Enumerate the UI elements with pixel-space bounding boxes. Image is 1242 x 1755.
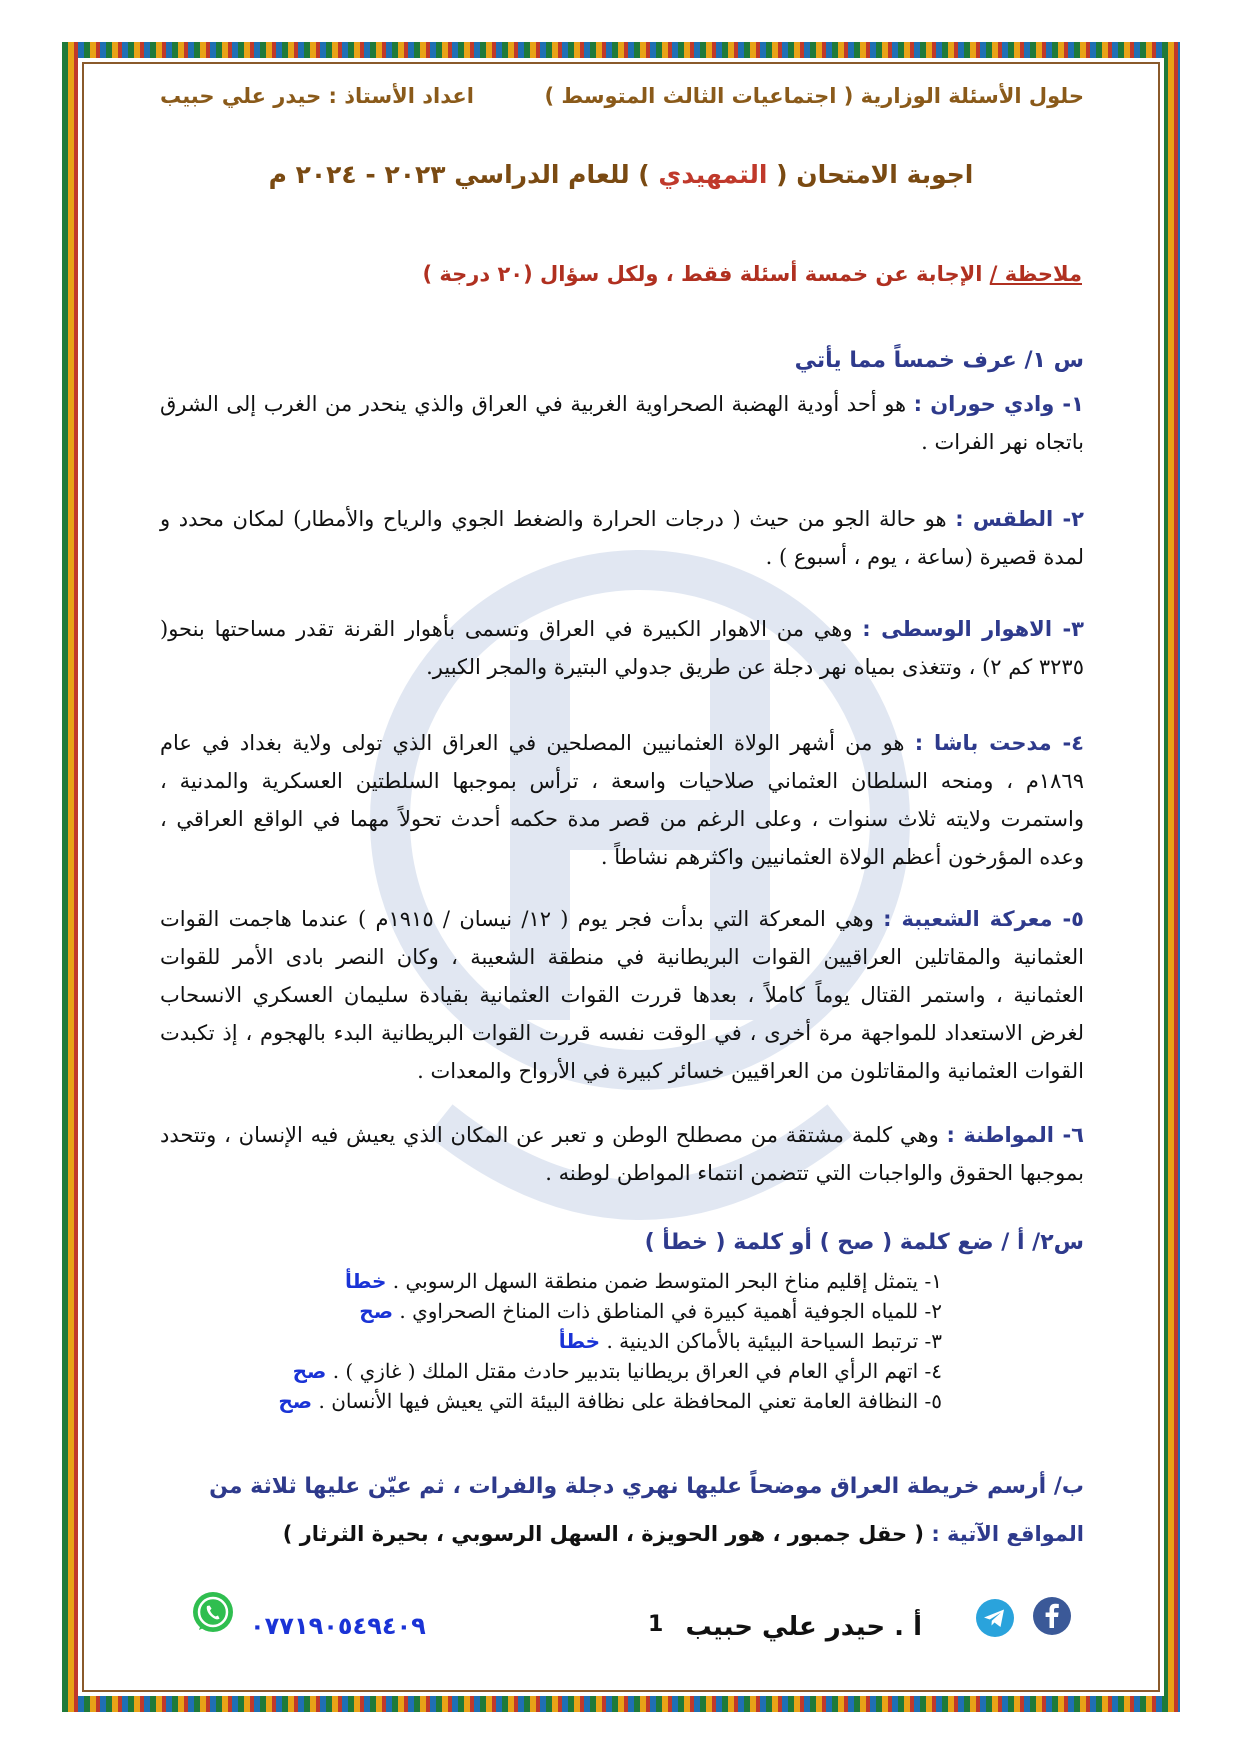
page-title	[0, 160, 1242, 189]
title-part1: اجوبة الامتحان (	[776, 160, 974, 189]
definition-item	[160, 724, 1084, 876]
title-part2: ) للعام الدراسي ٢٠٢٣ - ٢٠٢٤ م	[268, 160, 650, 189]
facebook-icon[interactable]	[1032, 1596, 1072, 1636]
note	[423, 262, 1083, 286]
note-label: ملاحظة /	[989, 262, 1082, 286]
question-2b-label: المواقع الآتية :	[931, 1522, 1084, 1546]
definition-text: هو من أشهر الولاة العثمانيين المصلحين في العراق الذي تولى ولاية بغداد في عام ١٨٦٩م ، ومنحه السلطان العثماني صلاحيات واسعة ، ترأس بموجبها السلطتين العسكرية والمدنية ، واستمرت ولايته ثلاث سنوات ، وعلى الرغم من قصر مدة حكمه أحدث تحولاً مهما في الواقع العراقي ، وعده المؤرخون أعظم الولاة العثمانيين واكثرهم نشاطاً .	[160, 731, 1084, 869]
definition-text: وهي كلمة مشتقة من مصطلح الوطن و تعبر عن المكان الذي يعيش فيه الإنسان ، وتتحدد بموجبها الحقوق والواجبات التي تتضمن انتماء المواطن لوطنه .	[160, 1123, 1084, 1185]
title-accent: التمهيدي	[649, 160, 777, 189]
question-2b-text: ( حقل جمبور ، هور الحويزة ، السهل الرسوبي ، بحيرة الثرثار )	[282, 1522, 932, 1546]
definition-term: ٦- المواطنة :	[946, 1123, 1084, 1147]
true-false-answer: صح	[292, 1359, 327, 1383]
definition-item	[160, 900, 1084, 1090]
true-false-text: ٤- اتهم الرأي العام في العراق بريطانيا بتدبير حادث مقتل الملك ( غازي ) .	[332, 1359, 942, 1383]
definition-term: ٤- مدحت باشا :	[914, 731, 1084, 755]
true-false-item	[160, 1296, 942, 1326]
true-false-text: ١- يتمثل إقليم مناخ البحر المتوسط ضمن منطقة السهل الرسوبي .	[392, 1269, 942, 1293]
whatsapp-icon[interactable]	[190, 1590, 236, 1636]
true-false-text: ٣- ترتبط السياحة البيئية بالأماكن الدينية .	[606, 1329, 942, 1353]
header-author: اعداد الأستاذ : حيدر علي حبيب	[160, 84, 474, 108]
true-false-item	[160, 1386, 942, 1416]
header-title: حلول الأسئلة الوزارية ( اجتماعيات الثالث المتوسط )	[544, 84, 1084, 108]
definition-item	[160, 610, 1084, 686]
page-number: 1	[648, 1612, 664, 1637]
note-text: الإجابة عن خمسة أسئلة فقط ، ولكل سؤال (٢٠ درجة )	[422, 262, 990, 286]
true-false-item	[160, 1326, 942, 1356]
definition-text: هو حالة الجو من حيث ( درجات الحرارة والضغط الجوي والرياح والأمطار) لمكان محدد و لمدة قصيرة (ساعة ، يوم ، أسبوع ) .	[160, 507, 1084, 569]
true-false-answer: صح	[359, 1299, 394, 1323]
question-2b-line2	[283, 1522, 1084, 1546]
true-false-text: ٥- النظافة العامة تعني المحافظة على نظافة البيئة التي يعيش فيها الأنسان .	[318, 1389, 942, 1413]
footer-author: أ . حيدر علي حبيب	[685, 1612, 922, 1642]
definition-term: ٥- معركة الشعيبة :	[883, 907, 1084, 931]
question-1-heading: س ١/ عرف خمساً مما يأتي	[794, 348, 1084, 373]
header	[160, 84, 1084, 108]
definition-term: ١- وادي حوران :	[913, 392, 1084, 416]
telegram-icon[interactable]	[975, 1598, 1015, 1638]
definition-term: ٣- الاهوار الوسطى :	[862, 617, 1084, 641]
true-false-text: ٢- للمياه الجوفية أهمية كبيرة في المناطق ذات المناخ الصحراوي .	[399, 1299, 942, 1323]
question-2a-heading: س٢/ أ / ضع كلمة ( صح ) أو كلمة ( خطأ )	[644, 1230, 1084, 1255]
definition-item	[160, 500, 1084, 576]
definition-text: وهي المعركة التي بدأت فجر يوم ( ١٢/ نيسان / ١٩١٥م ) عندما هاجمت القوات العثمانية والمقاتلين العراقيين القوات البريطانية في منطقة الشعيبة ، وكان النصر بادى الأمر للقوات العثمانية ، واستمر القتال يوماً كاملاً ، بعدها قررت القوات العثمانية بقيادة سليمان العسكري الانسحاب لغرض الاستعداد للمواجهة مرة أخرى ، في الوقت نفسه قررت القوات البريطانية البدء بالهجوم ، إذ تكبدت القوات العثمانية والمقاتلون من العراقيين خسائر كبيرة في الأرواح والمعدات .	[160, 907, 1084, 1083]
definition-item	[160, 385, 1084, 461]
definition-text: وهي من الاهوار الكبيرة في العراق وتسمى بأهوار القرنة تقدر مساحتها بنحو( ٣٢٣٥ كم ٢) ، وتتغذى بمياه نهر دجلة عن طريق جدولي البتيرة والمجر الكبير.	[160, 617, 1084, 679]
true-false-item	[160, 1356, 942, 1386]
phone-number[interactable]: ٠٧٧١٩٠٥٤٩٤٠٩	[250, 1612, 426, 1640]
true-false-answer: صح	[278, 1389, 313, 1413]
definition-item	[160, 1116, 1084, 1192]
true-false-answer: خطأ	[558, 1329, 601, 1353]
true-false-answer: خطأ	[345, 1269, 387, 1293]
question-2b-line1: ب/ أرسم خريطة العراق موضحاً عليها نهري دجلة والفرات ، ثم عيّن عليها ثلاثة من	[209, 1474, 1084, 1499]
definition-text: هو أحد أودية الهضبة الصحراوية الغربية في العراق والذي ينحدر من الغرب إلى الشرق باتجاه نهر الفرات .	[160, 392, 1084, 454]
definition-term: ٢- الطقس :	[955, 507, 1084, 531]
true-false-item	[160, 1266, 942, 1296]
